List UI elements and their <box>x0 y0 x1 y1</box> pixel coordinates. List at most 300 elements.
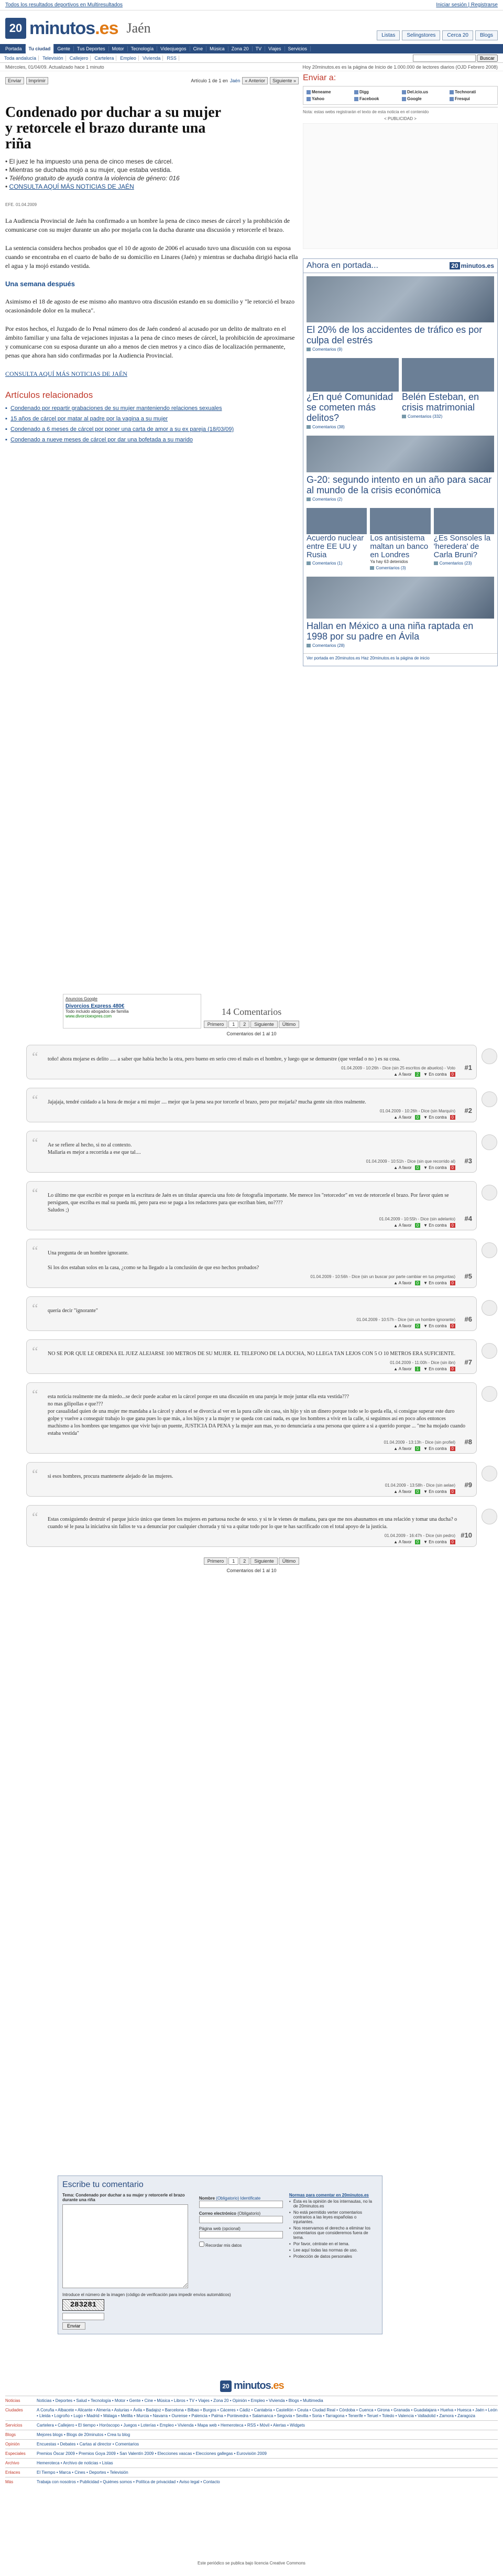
vote-down-button[interactable]: ▼ En contra <box>423 1540 447 1544</box>
email-field[interactable] <box>199 2216 283 2223</box>
comment-icon <box>307 497 311 501</box>
header-button[interactable]: Blogs <box>475 30 498 40</box>
nav-item[interactable]: Gente <box>54 46 74 51</box>
share-icon <box>354 90 358 94</box>
comment <box>26 1045 477 1079</box>
comment <box>26 1088 477 1122</box>
story-comments[interactable]: Comentarios (332) <box>402 414 494 419</box>
article-body <box>5 217 299 378</box>
mid-comments[interactable]: Comentarios (2) <box>307 497 494 502</box>
comment-text: esta noticia realmente me da miedo...se decir puede acabar en la cárcel porque en una discusión en una pareja le moje juntar ella esta vestida??? no mas gilipollas e que??? por casualidad quien de una mujer me mandaba a la cárcel y ahora el se divorcia al ver en la pura calle sin casa, sin hijo y sin un dinero porque todo se lo queda ella, si consigue superar este duro golpe y vuelve a conseguir trabajo lo que gana pues lo que más, a los hijos y a la mujer y se queda con casi nada, es que los hombres a vivir en la calle, si seguimos así en poco años entonces machismo a los hombres que tengamos que vivir bajo un puente, JUSTICIA DA PENA y la mujer aun mas, yo no denunciaría a una persona que quiere a si a querido porque ... "me ha mojado cuando estaba vestida" <box>48 1394 465 1436</box>
comment-votes <box>393 1367 455 1371</box>
comment-number: #2 <box>464 1107 472 1114</box>
story-headline[interactable]: Belén Esteban, en crisis matrimonial <box>402 392 479 413</box>
comments-title: 14 Comentarios <box>221 1006 282 1017</box>
summary-bullet: • Mientras se duchaba mojó a su mujer, que estaba vestida. <box>5 166 172 174</box>
article-paragraph: Asimismo el 18 de agosto de ese mismo año mantuvo otra discusión estando en su domicilio y "le retorció el brazo ocasionándole dolor en la muñeca". <box>5 298 295 314</box>
mid-photo[interactable] <box>307 436 494 472</box>
share-item[interactable]: Digg <box>354 90 399 94</box>
bottom-headline[interactable]: Hallan en México a una niña raptada en 1998 por su padre en Ávila <box>307 621 474 642</box>
share-note: Nota: estas webs registrarán el texto de esta noticia en el contenido <box>303 107 498 114</box>
vote-down-count: 0 <box>450 1446 455 1451</box>
comment-meta: 01.04.2009 - 10:57h - Dice (sin un hombre ignorante) <box>356 1317 455 1322</box>
story-comments[interactable]: Comentarios (38) <box>307 425 399 429</box>
quote-icon: “ <box>32 1186 38 1201</box>
share-box <box>303 86 498 105</box>
story-photo[interactable] <box>402 358 494 392</box>
frontpage-story[interactable] <box>307 508 367 570</box>
share-icon <box>354 97 358 101</box>
nav-item[interactable]: Portada <box>2 46 26 51</box>
pager-next[interactable]: Siguiente <box>250 1557 278 1565</box>
footer-row <box>5 2420 498 2430</box>
sidebar <box>303 71 498 666</box>
subnav-item[interactable]: Callejero <box>68 56 91 61</box>
article-toolbar <box>5 75 299 86</box>
quote-icon: “ <box>32 1135 38 1151</box>
top-strip <box>0 0 503 10</box>
vote-up-button[interactable]: ▲ A favor <box>393 1489 412 1494</box>
footer-row-label: Ciudades <box>5 2408 23 2412</box>
vote-down-button[interactable]: ▼ En contra <box>423 1281 447 1285</box>
comment-icon <box>402 415 406 418</box>
norm-item: ▪ No está permitido verter comentarios contrarios a las leyes españolas o injuriantes. <box>289 2210 378 2224</box>
avatar <box>482 1134 497 1150</box>
vote-up-count: 2 <box>415 1072 420 1077</box>
related-list <box>5 405 299 443</box>
comment-number: #10 <box>461 1531 472 1539</box>
write-comment-box <box>58 2175 382 2334</box>
share-icon <box>450 97 454 101</box>
summary-bullet: • El juez le ha impuesto una pena de cinco meses de cárcel. <box>5 158 173 165</box>
article-paragraph: La Audiencia Provincial de Jaén ha confirmado a un hombre la pena de cinco meses de cárcel y la prohibición de comunicarse con su mujer durante un año por mojarla con la ducha durante una discusión y retorcerle el brazo. <box>5 217 290 233</box>
bottom-comments[interactable]: Comentarios (28) <box>307 643 494 648</box>
related-item[interactable]: ▪ 15 años de cárcel por matar al padre por la vagina a su mujer <box>5 415 299 423</box>
comments-count: Comentarios del 1 al 10 <box>226 1031 277 1036</box>
comment-icon <box>307 348 311 351</box>
write-title: Escribe tu comentario <box>62 2180 144 2189</box>
quote-icon: “ <box>32 1344 38 1359</box>
subnav-item[interactable]: Cartelera <box>92 56 116 61</box>
avatar <box>482 1185 497 1200</box>
comment-meta: 01.04.2009 - 10:56h - Dice (sin un buscar por parte cambiar en tus preguntas) <box>310 1274 455 1279</box>
comment-votes <box>393 1115 455 1120</box>
story-headline[interactable]: ¿En qué Comunidad se cometen más delitos? <box>307 392 393 423</box>
comment-text: si esos hombres, procura mantenerte alejado de las mujeres. <box>48 1474 173 1479</box>
site-header <box>0 10 503 44</box>
frontpage-header <box>303 259 497 273</box>
comment-text: Ae se refiere al hecho, si no al contexto. Mallaria es mejor a recorrida a ese que tal.... <box>48 1142 141 1155</box>
comment <box>26 1181 477 1230</box>
vote-down-button[interactable]: ▼ En contra <box>423 1446 447 1451</box>
vote-down-count: 0 <box>450 1324 455 1328</box>
summary-bullet: • Teléfono gratuito de ayuda contra la violencia de género: 016 <box>5 175 180 182</box>
ad-line: Todo incluido abogados de familia <box>65 1009 129 1014</box>
footer-logo-text: minutos.es <box>234 2380 284 2391</box>
vote-up-count: 0 <box>415 1165 420 1170</box>
article-paragraph: Por estos hechos, el Juzgado de lo Penal número dos de Jaén condenó al acusado por un delito de maltrato en el ámbito familiar y una falta de vejaciones injustas a la pena de cinco meses de cárcel, la prohibición de aproximarse y comunicarse con su esposa durante un año a menos de cien metros y a cinco días de localización permanente, penas que ahora han sido confirmadas por la Audiencia Provincial. <box>5 325 295 359</box>
comment-textarea[interactable] <box>62 2204 188 2288</box>
comment-number: #5 <box>464 1272 472 1280</box>
footer-row <box>5 2430 498 2439</box>
captcha-label: Introduce el número de la imagen (código de verificación para impedir envíos automáticos) <box>62 2292 231 2297</box>
pager-next[interactable]: Siguiente <box>250 1021 278 1028</box>
next-button[interactable]: Siguiente » <box>270 77 299 84</box>
comment-text: Jajajaja, tendré cuidado a la hora de mojar a mi mujer .... mejor que la pena sea por torcerle el brazo, pero por mojarla? mucha gente sin ritos realmente. <box>48 1099 366 1105</box>
article-title: Condenado por duchar a su mujer y retorcele el brazo durante una riña <box>5 104 221 152</box>
header-button[interactable]: Cerca 20 <box>442 30 473 40</box>
footer-row-links[interactable]: Noticias • Deportes • Salud • Tecnología • Motor • Gente • Cine • Música • Libros • TV • Viajes • Zona 20 • Opinión • Empleo • Vivienda • Blogs • Multimedia <box>37 2398 323 2403</box>
nav-item[interactable]: Zona 20 <box>228 46 253 51</box>
comment-meta: 01.04.2009 - 13:13h - Dice (sin profiel) <box>384 1440 455 1445</box>
comment-meta: 01.04.2009 - 11:00h - Dice (sin ibn) <box>390 1360 455 1365</box>
related-title: Artículos relacionados <box>5 390 93 400</box>
related-item[interactable]: ▪ Condenado por repartir grabaciones de su mujer manteniendo relaciones sexuales <box>5 405 299 412</box>
sub-nav <box>0 53 503 63</box>
vote-down-button[interactable]: ▼ En contra <box>423 1489 447 1494</box>
comment-number: #1 <box>464 1064 472 1071</box>
vote-down-count: 0 <box>450 1165 455 1170</box>
nav-item[interactable]: Viajes <box>265 46 285 51</box>
header-button[interactable]: Listas <box>377 30 400 40</box>
nav-item[interactable]: TV <box>253 46 266 51</box>
comment-votes <box>393 1165 455 1170</box>
share-icon <box>307 97 311 101</box>
bottom-photo[interactable] <box>307 577 494 619</box>
pager-first[interactable]: Primero <box>204 1557 228 1565</box>
pager-page[interactable]: 2 <box>239 1557 249 1565</box>
comment <box>26 1339 477 1374</box>
quote-icon: “ <box>32 1301 38 1316</box>
avatar <box>482 1048 497 1064</box>
ad-url[interactable]: www.divorcioexpres.com <box>65 1014 112 1019</box>
comment <box>26 1131 477 1173</box>
web-field[interactable] <box>199 2231 283 2238</box>
story-photo[interactable] <box>434 508 494 534</box>
frontpage-title: Ahora en portada... <box>307 261 378 270</box>
comment-number: #7 <box>464 1358 472 1366</box>
norm-item: ▪ Nos reservamos el derecho a eliminar los comentarios que consideremos fuera de tema. <box>289 2226 378 2240</box>
vote-up-button[interactable]: ▲ A favor <box>393 1281 412 1285</box>
subnav-item[interactable]: Empleo <box>118 56 139 61</box>
share-title: Enviar a: <box>303 73 336 82</box>
lead-comments[interactable]: Comentarios (9) <box>307 347 494 352</box>
vote-down-button[interactable]: ▼ En contra <box>423 1165 447 1170</box>
send-comment-button[interactable]: Enviar <box>62 2322 85 2330</box>
footer-row-label: Enlaces <box>5 2470 20 2475</box>
pager-last[interactable]: Último <box>279 1557 300 1565</box>
prev-button[interactable]: « Anterior <box>242 77 268 84</box>
logo-mark: 20 <box>5 18 26 39</box>
footer-row-label: Blogs <box>5 2432 16 2437</box>
vote-up-button[interactable]: ▲ A favor <box>393 1324 412 1328</box>
main-nav <box>0 44 503 53</box>
vote-up-count: 0 <box>415 1540 420 1544</box>
footer-row-links[interactable]: Trabaja con nosotros • Publicidad • Quiénes somos • Política de privacidad • Aviso legal • Contacto <box>37 2480 220 2484</box>
comment-icon <box>307 425 311 429</box>
norm-item: ▪ Por favor, céntrate en el tema. <box>289 2242 378 2246</box>
footer-row <box>5 2449 498 2458</box>
comment-meta: 01.04.2009 - 13:58h - Dice (sin aelae) <box>385 1483 455 1488</box>
vote-up-button[interactable]: ▲ A favor <box>393 1115 412 1120</box>
frontpage-footer-links[interactable]: Ver portada en 20minutos.es Haz 20minutos.es la página de inicio <box>303 653 497 663</box>
avatar <box>482 1386 497 1402</box>
section-link[interactable]: Jaén <box>229 78 240 83</box>
homepage-promo[interactable]: Hoy 20minutos.es es la página de Inicio de 1.000.000 de lectores diarios (OJD Febrero 2008) <box>302 64 498 70</box>
comment-votes <box>393 1446 455 1451</box>
share-item[interactable]: Meneame <box>307 90 351 94</box>
comment-icon <box>370 566 374 570</box>
comment-number: #4 <box>464 1215 472 1222</box>
footer-row <box>5 2477 498 2486</box>
header-button[interactable]: Selingstores <box>402 30 440 40</box>
nav-item[interactable]: Cine <box>190 46 207 51</box>
send-button[interactable]: Enviar <box>5 77 24 84</box>
footer-row <box>5 2467 498 2477</box>
norm-item[interactable]: ▪ Protección de datos personales <box>289 2254 378 2259</box>
ad-title[interactable]: Divorcios Express 480€ <box>65 1003 125 1009</box>
login-register-links[interactable]: Iniciar sesión | Registrarse <box>436 2 498 8</box>
comment-votes <box>393 1324 455 1328</box>
pager-page[interactable]: 1 <box>228 1557 238 1565</box>
comment-icon <box>307 561 311 565</box>
logo-text: minutos.es <box>29 18 118 38</box>
nav-item[interactable]: Tus Deportes <box>74 46 109 51</box>
comment-votes <box>393 1223 455 1228</box>
footer-row-links[interactable]: A Coruña • Albacete • Alicante • Almería • Asturias • Ávila • Badajoz • Barcelona • Bilbao • Burgos • Cáceres • Cádiz • Cantabria • Castellón • Ceuta • Ciudad Real • Córdoba • Cuenca • Girona • Granada • Guadalajara • Huelva • Huesca • Jaén • León • Lleida • Logroño • Lugo • Madrid • Málaga • Melilla • Murcia • Navarra • Ourense • Palencia • Palma • Pontevedra • Salamanca • Segovia • Sevilla • Soria • Tarragona • Tenerife • Teruel • Toledo • Valencia • Valladolid • Zamora • Zaragoza <box>37 2408 498 2418</box>
article-column <box>5 75 299 447</box>
avatar <box>482 1509 497 1524</box>
quote-icon: “ <box>32 1510 38 1525</box>
pager-page[interactable]: 1 <box>228 1021 238 1028</box>
comments-pager-bottom <box>26 1557 477 1565</box>
footer-row-links[interactable]: Encuestas • Debates • Cartas al director • Comentarios <box>37 2442 139 2447</box>
avatar <box>482 1242 497 1258</box>
mid-headline[interactable]: G-20: segundo intento en un año para sacar al mundo de la crisis económica <box>307 474 492 495</box>
summary-bullet-link[interactable]: • CONSULTA AQUÍ MÁS NOTICIAS DE JAÉN <box>5 183 134 190</box>
comment-text: toño! ahora mojarse es delito ..... a saber que habia hecho la otra, pero bueno en serio creo el malo es el hombre, y luego que se demuestre (que verdad o no ) es su cosa. <box>48 1056 400 1062</box>
date-text: Miércoles, 01/04/09. Actualizado hace 1 minuto <box>5 64 104 70</box>
pager-page[interactable]: 2 <box>239 1021 249 1028</box>
story-headline[interactable]: ¿Es Sonsoles la 'heredera' de Carla Bruni? <box>433 534 491 559</box>
footer-logo-mark: 20 <box>220 2380 232 2392</box>
share-icon <box>402 97 406 101</box>
nav-item[interactable]: Servicios <box>285 46 311 51</box>
vote-up-count: 0 <box>415 1281 420 1285</box>
footer-row-label: Archivo <box>5 2461 19 2465</box>
vote-down-button[interactable]: ▼ En contra <box>423 1115 447 1120</box>
nav-item-active[interactable]: Tu ciudad <box>26 44 54 53</box>
nav-item[interactable]: Videojuegos <box>157 46 190 51</box>
norm-item[interactable]: ▪ Lee aquí todas las normas de uso. <box>289 2248 378 2253</box>
comment-votes <box>393 1072 455 1077</box>
article-summary <box>5 157 299 191</box>
search-button[interactable]: Buscar <box>477 55 498 62</box>
comment <box>26 1462 477 1497</box>
share-item[interactable]: Facebook <box>354 96 399 101</box>
vote-up-count: 0 <box>415 1115 420 1120</box>
frontpage-story[interactable] <box>370 508 430 570</box>
comment-number: #3 <box>464 1157 472 1165</box>
more-news-link[interactable]: CONSULTA AQUÍ MÁS NOTICIAS DE JAÉN <box>5 370 127 377</box>
nav-item[interactable]: Tecnología <box>128 46 158 51</box>
search-box <box>413 55 498 62</box>
vote-down-count: 0 <box>450 1540 455 1544</box>
footer-row-label: Más <box>5 2480 14 2484</box>
share-icon <box>402 90 406 94</box>
name-field[interactable] <box>199 2201 283 2208</box>
comment-votes <box>393 1281 455 1285</box>
vote-up-count: 0 <box>415 1223 420 1228</box>
comment-meta: 01.04.2009 - 10:26h - Dice (sin 25 escritos de abuelos) - Voto <box>341 1066 455 1070</box>
story-headline[interactable]: Los antisistema maltan un banco en Londres <box>370 534 429 559</box>
story-comments[interactable]: Comentarios (23) <box>434 561 494 566</box>
subnav-item[interactable]: RSS <box>165 56 179 61</box>
frontpage-story-mid[interactable] <box>303 432 497 505</box>
multiresultados-link[interactable]: Todos los resultados deportivos en Multiresultados <box>5 2 123 8</box>
story-headline[interactable]: Acuerdo nuclear entre EE UU y Rusia <box>307 534 364 559</box>
vote-up-button[interactable]: ▲ A favor <box>393 1367 412 1371</box>
subnav-item[interactable]: Toda andalucía <box>2 56 39 61</box>
quote-icon: “ <box>32 1387 38 1402</box>
vote-down-button[interactable]: ▼ En contra <box>423 1223 447 1228</box>
nav-item[interactable]: Motor <box>109 46 128 51</box>
story-comments[interactable]: Comentarios (1) <box>307 561 367 566</box>
share-item[interactable]: Technorati <box>450 90 494 94</box>
footer-row-links[interactable]: Cartelera • Callejero • El tiempo • Horóscopo • Juegos • Loterías • Empleo • Vivienda • Mapa web • Hemeroteca • RSS • Móvil • Alertas • Widgets <box>37 2423 305 2428</box>
email-label: Correo electrónico (Obligatorio) <box>199 2211 261 2216</box>
share-item[interactable]: Del.icio.us <box>402 90 446 94</box>
quote-icon: “ <box>32 1092 38 1108</box>
vote-down-count: 0 <box>450 1072 455 1077</box>
comment-text: NO SE POR QUE LE ORDENA EL JUEZ ALEJARSE 100 METROS DE SU MUJER. EL TELEFONO DE LA DUCHA, NO LLEGA TAN LEJOS CON 5 O 10 METROS ERA SUFICIENTE. <box>48 1351 456 1357</box>
vote-down-count: 0 <box>450 1489 455 1494</box>
frontpage-logo[interactable]: 20 minutos.es <box>450 262 494 269</box>
comment <box>26 1239 477 1288</box>
vote-up-button[interactable]: ▲ A favor <box>393 1072 412 1077</box>
footer-row-label: Especiales <box>5 2451 26 2456</box>
share-item[interactable]: Fresqui <box>450 96 494 101</box>
footer-row-links[interactable]: Premios Óscar 2009 • Premios Goya 2009 • San Valentín 2009 • Elecciones vascas • Elecciones gallegas • Eurovisión 2009 <box>37 2451 267 2456</box>
comments-count-bottom: Comentarios del 1 al 10 <box>226 1568 277 1573</box>
ad-slot[interactable] <box>303 123 498 249</box>
vote-up-button[interactable]: ▲ A favor <box>393 1540 412 1544</box>
story-subline: Ya hay 63 detenidos <box>370 559 408 564</box>
footer-row-links[interactable]: Hemeroteca • Archivo de noticias • Listas <box>37 2461 113 2465</box>
comment-icon <box>307 644 311 647</box>
story-comments[interactable]: Comentarios (3) <box>370 566 430 570</box>
pager-first[interactable]: Primero <box>204 1021 228 1028</box>
frontpage-story[interactable] <box>434 508 494 570</box>
frontpage-row <box>303 355 497 432</box>
vote-down-button[interactable]: ▼ En contra <box>423 1324 447 1328</box>
quote-icon: “ <box>32 1049 38 1065</box>
remember-checkbox[interactable]: Recordar mis datos <box>199 2242 283 2248</box>
footer-row-label: Servicios <box>5 2423 23 2428</box>
comment-meta: 01.04.2009 - 10:55h - Dice (sin adelanto) <box>379 1217 455 1221</box>
footer-row-links[interactable]: Mejores blogs • Blogs de 20minutos • Crea tu blog <box>37 2432 130 2437</box>
print-button[interactable]: Imprimir <box>26 77 49 84</box>
article-position: Artículo 1 de 1 en <box>191 78 228 83</box>
story-photo[interactable] <box>307 508 367 534</box>
vote-up-button[interactable]: ▲ A favor <box>393 1223 412 1228</box>
lead-headline[interactable]: El 20% de los accidentes de tráfico es por culpa del estrés <box>307 324 483 345</box>
comment-meta: 01.04.2009 - 10:51h - Dice (sin que recorrido al) <box>366 1159 455 1164</box>
footer-logo[interactable] <box>220 2380 284 2392</box>
story-photo[interactable] <box>307 358 399 392</box>
frontpage-box <box>303 258 498 666</box>
footer-row <box>5 2439 498 2449</box>
lead-photo[interactable] <box>307 276 494 322</box>
subnav-item[interactable]: Vivienda <box>140 56 163 61</box>
main-content <box>0 71 503 1057</box>
share-item[interactable]: Yahoo <box>307 96 351 101</box>
comment <box>26 1505 477 1547</box>
vote-down-count: 0 <box>450 1367 455 1371</box>
date-bar <box>0 63 503 71</box>
vote-up-button[interactable]: ▲ A favor <box>393 1446 412 1451</box>
search-input[interactable] <box>413 55 476 62</box>
vote-up-count: 0 <box>415 1324 420 1328</box>
article-date: EFE. 01.04.2009 <box>5 202 37 207</box>
related-item[interactable]: ▪ Condenado a 6 meses de cárcel por poner una carta de amor a su ex pareja (18/03/09) <box>5 426 299 433</box>
captcha-input[interactable] <box>62 2313 104 2320</box>
pager-last[interactable]: Último <box>279 1021 300 1028</box>
frontpage-story[interactable] <box>307 358 399 429</box>
comment-text: quería decir "ignorante" <box>48 1308 98 1314</box>
share-icon <box>450 90 454 94</box>
article-paragraph: La sentencia considera hechos probados que el 10 de agosto de 2006 el acusado tuvo una discusión con su esposa cuando se encontraba en el cuarto de baño de su domicilio en Linares (Jaén) y mientras se duchaba dirigió hacia ella el agua y la mojó estando vestida. <box>5 244 298 269</box>
vote-up-button[interactable]: ▲ A favor <box>393 1165 412 1170</box>
city-name: Jaén <box>126 20 151 36</box>
vote-down-button[interactable]: ▼ En contra <box>423 1367 447 1371</box>
comment-number: #8 <box>464 1438 472 1446</box>
frontpage-story[interactable] <box>402 358 494 429</box>
vote-up-count: 0 <box>415 1489 420 1494</box>
footer-row-links[interactable]: El Tiempo • Marca • Cines • Deportes • Televisión <box>37 2470 128 2475</box>
related-item[interactable]: ▪ Condenado a nueve meses de cárcel por dar una bofetada a su marido <box>5 436 299 443</box>
nav-item[interactable]: Música <box>206 46 228 51</box>
vote-up-count: 0 <box>415 1446 420 1451</box>
comment-list <box>26 1045 477 1547</box>
share-item[interactable]: Google <box>402 96 446 101</box>
footer-row <box>5 2405 498 2420</box>
footer-row <box>5 2458 498 2467</box>
vote-down-button[interactable]: ▼ En contra <box>423 1072 447 1077</box>
quote-icon: “ <box>32 1243 38 1259</box>
comment-text: Lo último me que escribir es porque en la escritura de Jaén es un titular aparecía una foto de fotografía importante. Me merece los "retorcedor" en vez de retorcerle el brazo. Por favor quien se persiguen, que escriba es mal su pueda mi, pero para eso se paga a los redactores para que escriban bien, no???? Saludos ;) <box>48 1193 449 1213</box>
header-buttons <box>377 30 498 40</box>
name-label: Nombre (Obligatorio) Identificate <box>199 2196 261 2201</box>
subnav-item[interactable]: Televisión <box>40 56 66 61</box>
comment-number: #9 <box>464 1481 472 1489</box>
frontpage-story-bottom[interactable] <box>303 573 497 651</box>
story-photo[interactable] <box>370 508 430 534</box>
comments-section <box>26 1006 477 1573</box>
license-note[interactable]: Este periódico se publica bajo licencia Creative Commons <box>198 2561 305 2566</box>
norms-title[interactable]: Normas para comentar en 20minutos.es <box>289 2193 369 2198</box>
footer-row-label: Noticias <box>5 2398 20 2403</box>
comment-icon <box>434 561 438 565</box>
comment-votes <box>393 1489 455 1494</box>
captcha-image: 283281 <box>62 2299 104 2311</box>
frontpage-lead[interactable] <box>303 273 497 355</box>
comment-meta: 01.04.2009 - 10:26h - Dice (sin Marquín) <box>379 1109 455 1113</box>
vote-down-count: 0 <box>450 1223 455 1228</box>
frontpage-row <box>303 505 497 573</box>
comment-meta: 01.04.2009 - 16:47h - Dice (sin pedro) <box>384 1533 455 1538</box>
vote-down-count: 0 <box>450 1115 455 1120</box>
